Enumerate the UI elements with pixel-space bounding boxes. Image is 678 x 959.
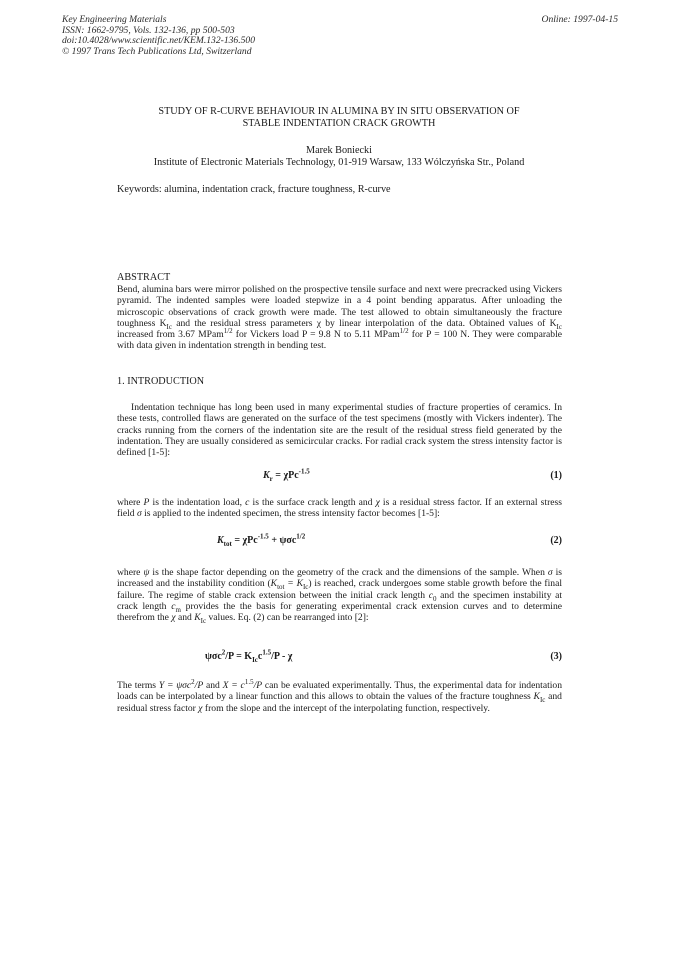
equation-3 xyxy=(117,648,562,665)
title-line-1: STUDY OF R-CURVE BEHAVIOUR IN ALUMINA BY IN SITU OBSERVATION OF xyxy=(158,106,520,117)
equation-1-number: (1) xyxy=(550,470,562,481)
keywords-line: Keywords: alumina, indentation crack, fracture toughness, R-curve xyxy=(117,184,391,195)
abstract-heading: ABSTRACT xyxy=(117,272,171,283)
journal-name: Key Engineering Materials xyxy=(62,14,167,25)
online-date: Online: 1997-04-15 xyxy=(541,14,618,25)
author-name: Marek Boniecki xyxy=(306,145,372,156)
equation-2 xyxy=(117,532,562,549)
intro-paragraph-2: where P is the indentation load, c is the surface crack length and χ is a residual stress factor. If an external stress field σ is applied to the indented specimen, the stress intensity factor becomes [1-5]: xyxy=(117,497,562,520)
paper-title xyxy=(100,106,578,130)
equation-3-number: (3) xyxy=(550,651,562,662)
equation-2-expression: $K_{tot} = \chi Pc^{-1.5} + \psi\sigma c^{1/2}$ xyxy=(217,532,306,548)
issn-line: ISSN: 1662-9795, Vols. 132-136, pp 500-503 xyxy=(62,24,235,36)
doi-line: doi:10.4028/www.scientific.net/KEM.132-136.500 xyxy=(62,35,256,47)
intro-paragraph-3: where ψ is the shape factor depending on the geometry of the crack and the dimensions of the sample. When σ is increased and the instability condition $(K_{tot} = K_{Ic})$ is reached, crack undergoes some stable growth before the final failure. The regime of stable crack extension between the initial crack length $c_0$ and the specimen instability at crack length $c_m$ provides the the basis for generating experimental crack extension curves and to determine therefrom the χ and $K_{Ic}$ values. Eq. (2) can be rearranged into [2]: xyxy=(117,567,563,626)
intro-paragraph-1: Indentation technique has long been used in many experimental studies of fracture properties of ceramics. In these tests, controlled flaws are generated on the surface of the test specimens (mostly with Vickers indenter). The cracks running from the corners of the indentation site are the result of the residual stress field generated by the indentation. They are usually considered as semicircular cracks. For radial crack system the stress intensity factor is defined [1-5]: xyxy=(117,402,562,459)
equation-1-expression: $K_r = \chi Pc^{-1.5}$ xyxy=(263,467,310,483)
equation-1 xyxy=(117,467,562,484)
title-line-2: STABLE INDENTATION CRACK GROWTH xyxy=(242,118,436,129)
journal-header xyxy=(62,15,618,57)
equation-3-expression: $\psi\sigma c^2/P = K_{Ic}c^{1.5}/P - \chi$ xyxy=(205,648,293,664)
intro-paragraph-4: The terms Y = ψσc$^2$/P and $X = c^{1.5}/P$ can be evaluated experimentally. Thus, the experimental data for indentation loads can be interpolated by a linear function and this allows to obtain the values of the fracture toughness $K_{Ic}$ and residual stress factor χ from the slope and the intercept of the interpolating function, respectively. xyxy=(117,677,562,714)
author-affiliation: Institute of Electronic Materials Technology, 01-919 Warsaw, 133 Wólczyńska Str., Poland xyxy=(153,157,525,168)
copyright-line: © 1997 Trans Tech Publications Ltd, Switzerland xyxy=(62,45,252,57)
equation-2-number: (2) xyxy=(550,535,562,546)
abstract-paragraph: Bend, alumina bars were mirror polished on the prospective tensile surface and next were precracked using Vickers pyramid. The indented samples were loaded stepwize in a 4 point bending apparatus. After unloading the microscopic observations of crack growth were made. The test allowed to obtain simultaneously the fracture toughness $K_{Ic}$ and the residual stress parameters χ by linear interpolation of the data. Obtained values of $K_{Ic}$ increased from 3.67 MPam$^{1/2}$ for Vickers load P = 9.8 N to 5.11 MPam$^{1/2}$ for P = 100 N. They were comparable with data given in indentation strength in bending test. xyxy=(117,284,562,352)
introduction-heading: 1. INTRODUCTION xyxy=(117,376,205,387)
